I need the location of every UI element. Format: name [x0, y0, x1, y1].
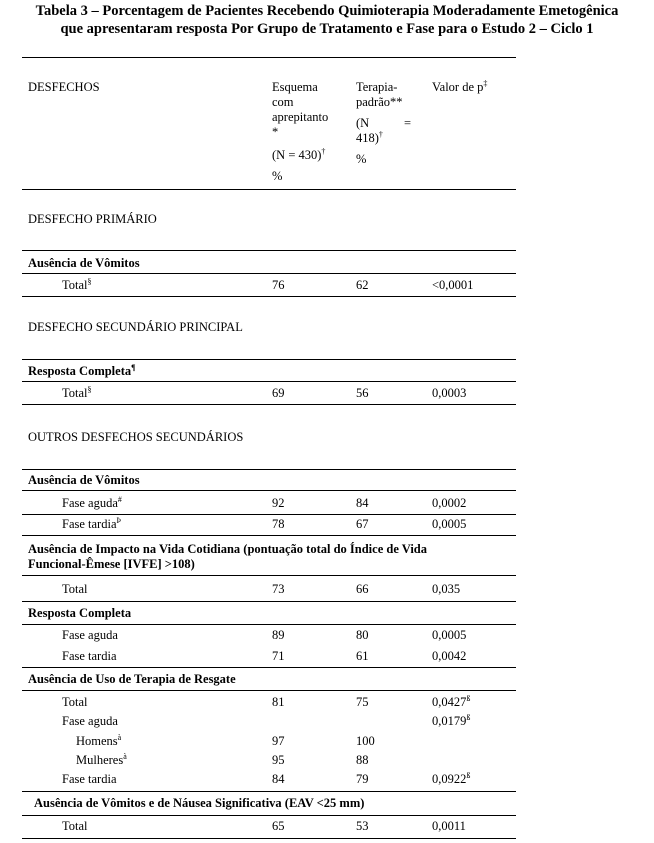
- cell-aprepitanto: 81: [272, 695, 285, 709]
- section-secondary-main: DESFECHO SECUNDÁRIO PRINCIPAL: [28, 320, 243, 334]
- group-impacto-2: Funcional-Êmese [IVFE] >108): [28, 557, 195, 571]
- cell-padrao: 67: [356, 517, 369, 531]
- row-label: Total: [62, 819, 88, 833]
- cell-aprepitanto: 71: [272, 649, 285, 663]
- header-bottom-rule: [22, 189, 516, 190]
- row-label: Fase tardia: [62, 649, 117, 663]
- cell-p: 0,0003: [432, 386, 467, 400]
- header-col-padrao-2: padrão**: [356, 95, 403, 109]
- cell-p: $0,0179^ß$: [432, 712, 471, 728]
- row-label: Fase aguda: [62, 714, 118, 728]
- cell-padrao: 56: [356, 386, 369, 400]
- rule: [22, 359, 516, 360]
- row-label: Total: [62, 582, 88, 596]
- cell-aprepitanto: 76: [272, 278, 285, 292]
- rule: [22, 601, 516, 602]
- cell-padrao: 62: [356, 278, 369, 292]
- group-resgate: Ausência de Uso de Terapia de Resgate: [28, 672, 236, 686]
- row-label: Total§: [62, 276, 92, 292]
- cell-aprepitanto: 78: [272, 517, 285, 531]
- section-primary: DESFECHO PRIMÁRIO: [28, 212, 157, 226]
- table-title-line-1: Tabela 3 – Porcentagem de Pacientes Recebendo Quimioterapia Moderadamente Emetogênica: [35, 3, 619, 19]
- header-col-aprepitanto-n: (N = 430)†: [272, 146, 326, 162]
- row-label: Mulheres$^à$: [76, 751, 127, 767]
- cell-padrao: 100: [356, 734, 375, 748]
- cell-aprepitanto: 92: [272, 496, 285, 510]
- row-label: Fase tardia$^Þ$: [62, 515, 121, 531]
- group-impacto-1: Ausência de Impacto na Vida Cotidiana (pontuação total do Índice de Vida: [28, 542, 428, 556]
- table-title-line-2: que apresentaram resposta Por Grupo de Tratamento e Fase para o Estudo 2 – Ciclo 1: [60, 21, 594, 37]
- row-label: Homens$^à$: [76, 732, 122, 748]
- cell-aprepitanto: 84: [272, 772, 285, 786]
- cell-p: 0,0002: [432, 496, 467, 510]
- rule: [22, 575, 516, 576]
- cell-p: 0,0011: [432, 819, 466, 833]
- header-col-aprepitanto-1: Esquema: [272, 80, 318, 94]
- header-col-padrao-1: Terapia-: [356, 80, 398, 94]
- group-resposta-completa-1: Resposta Completa¶: [28, 362, 136, 378]
- header-col-aprepitanto-4: *: [272, 125, 279, 139]
- cell-p: 0,0005: [432, 628, 467, 642]
- rule: [22, 815, 516, 816]
- cell-p: <0,0001: [432, 278, 474, 292]
- header-col-aprepitanto-2: com: [272, 95, 294, 109]
- rule: [22, 250, 516, 251]
- cell-aprepitanto: 97: [272, 734, 285, 748]
- rule: [22, 690, 516, 691]
- row-label: Fase aguda: [62, 628, 118, 642]
- rule: [22, 667, 516, 668]
- header-col-aprepitanto-pct: %: [272, 169, 283, 183]
- header-col-aprepitanto-3: aprepitanto: [272, 110, 329, 124]
- header-col-padrao-eq: =: [404, 116, 412, 130]
- bottom-rule: [22, 838, 516, 839]
- group-ausencia-vomitos-1: Ausência de Vômitos: [28, 256, 140, 270]
- cell-aprepitanto: 95: [272, 753, 285, 767]
- cell-p: 0,035: [432, 582, 461, 596]
- group-ausencia-vomitos-2: Ausência de Vômitos: [28, 473, 140, 487]
- cell-padrao: 53: [356, 819, 369, 833]
- rule: [22, 381, 516, 382]
- cell-padrao: 88: [356, 753, 369, 767]
- row-label: Fase tardia: [62, 772, 117, 786]
- rule: [22, 296, 516, 297]
- cell-aprepitanto: 89: [272, 628, 285, 642]
- rule: [22, 490, 516, 491]
- header-desfechos: DESFECHOS: [28, 80, 100, 94]
- rule: [22, 404, 516, 405]
- rule: [22, 514, 516, 515]
- cell-padrao: 84: [356, 496, 369, 510]
- rule: [22, 791, 516, 792]
- header-valor-p: Valor de p‡: [432, 78, 488, 94]
- cell-aprepitanto: 73: [272, 582, 285, 596]
- rule: [22, 469, 516, 470]
- group-nausea: Ausência de Vômitos e de Náusea Significativa (EAV <25 mm): [34, 796, 365, 810]
- cell-aprepitanto: 65: [272, 819, 285, 833]
- header-col-padrao-n: 418)†: [356, 129, 383, 145]
- row-label: Total: [62, 695, 88, 709]
- row-label: Fase aguda#: [62, 494, 122, 510]
- top-rule: [22, 57, 516, 58]
- header-col-padrao-3: (N: [356, 116, 370, 130]
- cell-p: 0,0042: [432, 649, 467, 663]
- cell-padrao: 61: [356, 649, 369, 663]
- row-label: Total§: [62, 384, 92, 400]
- cell-padrao: 75: [356, 695, 369, 709]
- cell-padrao: 66: [356, 582, 369, 596]
- rule: [22, 273, 516, 274]
- rule: [22, 535, 516, 536]
- group-resposta-completa-2: Resposta Completa: [28, 606, 132, 620]
- cell-padrao: 79: [356, 772, 369, 786]
- section-other-secondary: OUTROS DESFECHOS SECUNDÁRIOS: [28, 430, 244, 444]
- cell-p: 0,0005: [432, 517, 467, 531]
- header-col-padrao-pct: %: [356, 152, 367, 166]
- cell-padrao: 80: [356, 628, 369, 642]
- cell-aprepitanto: 69: [272, 386, 285, 400]
- cell-p: $0,0922^ß$: [432, 770, 471, 786]
- rule: [22, 624, 516, 625]
- cell-p: $0,0427^ß$: [432, 693, 471, 709]
